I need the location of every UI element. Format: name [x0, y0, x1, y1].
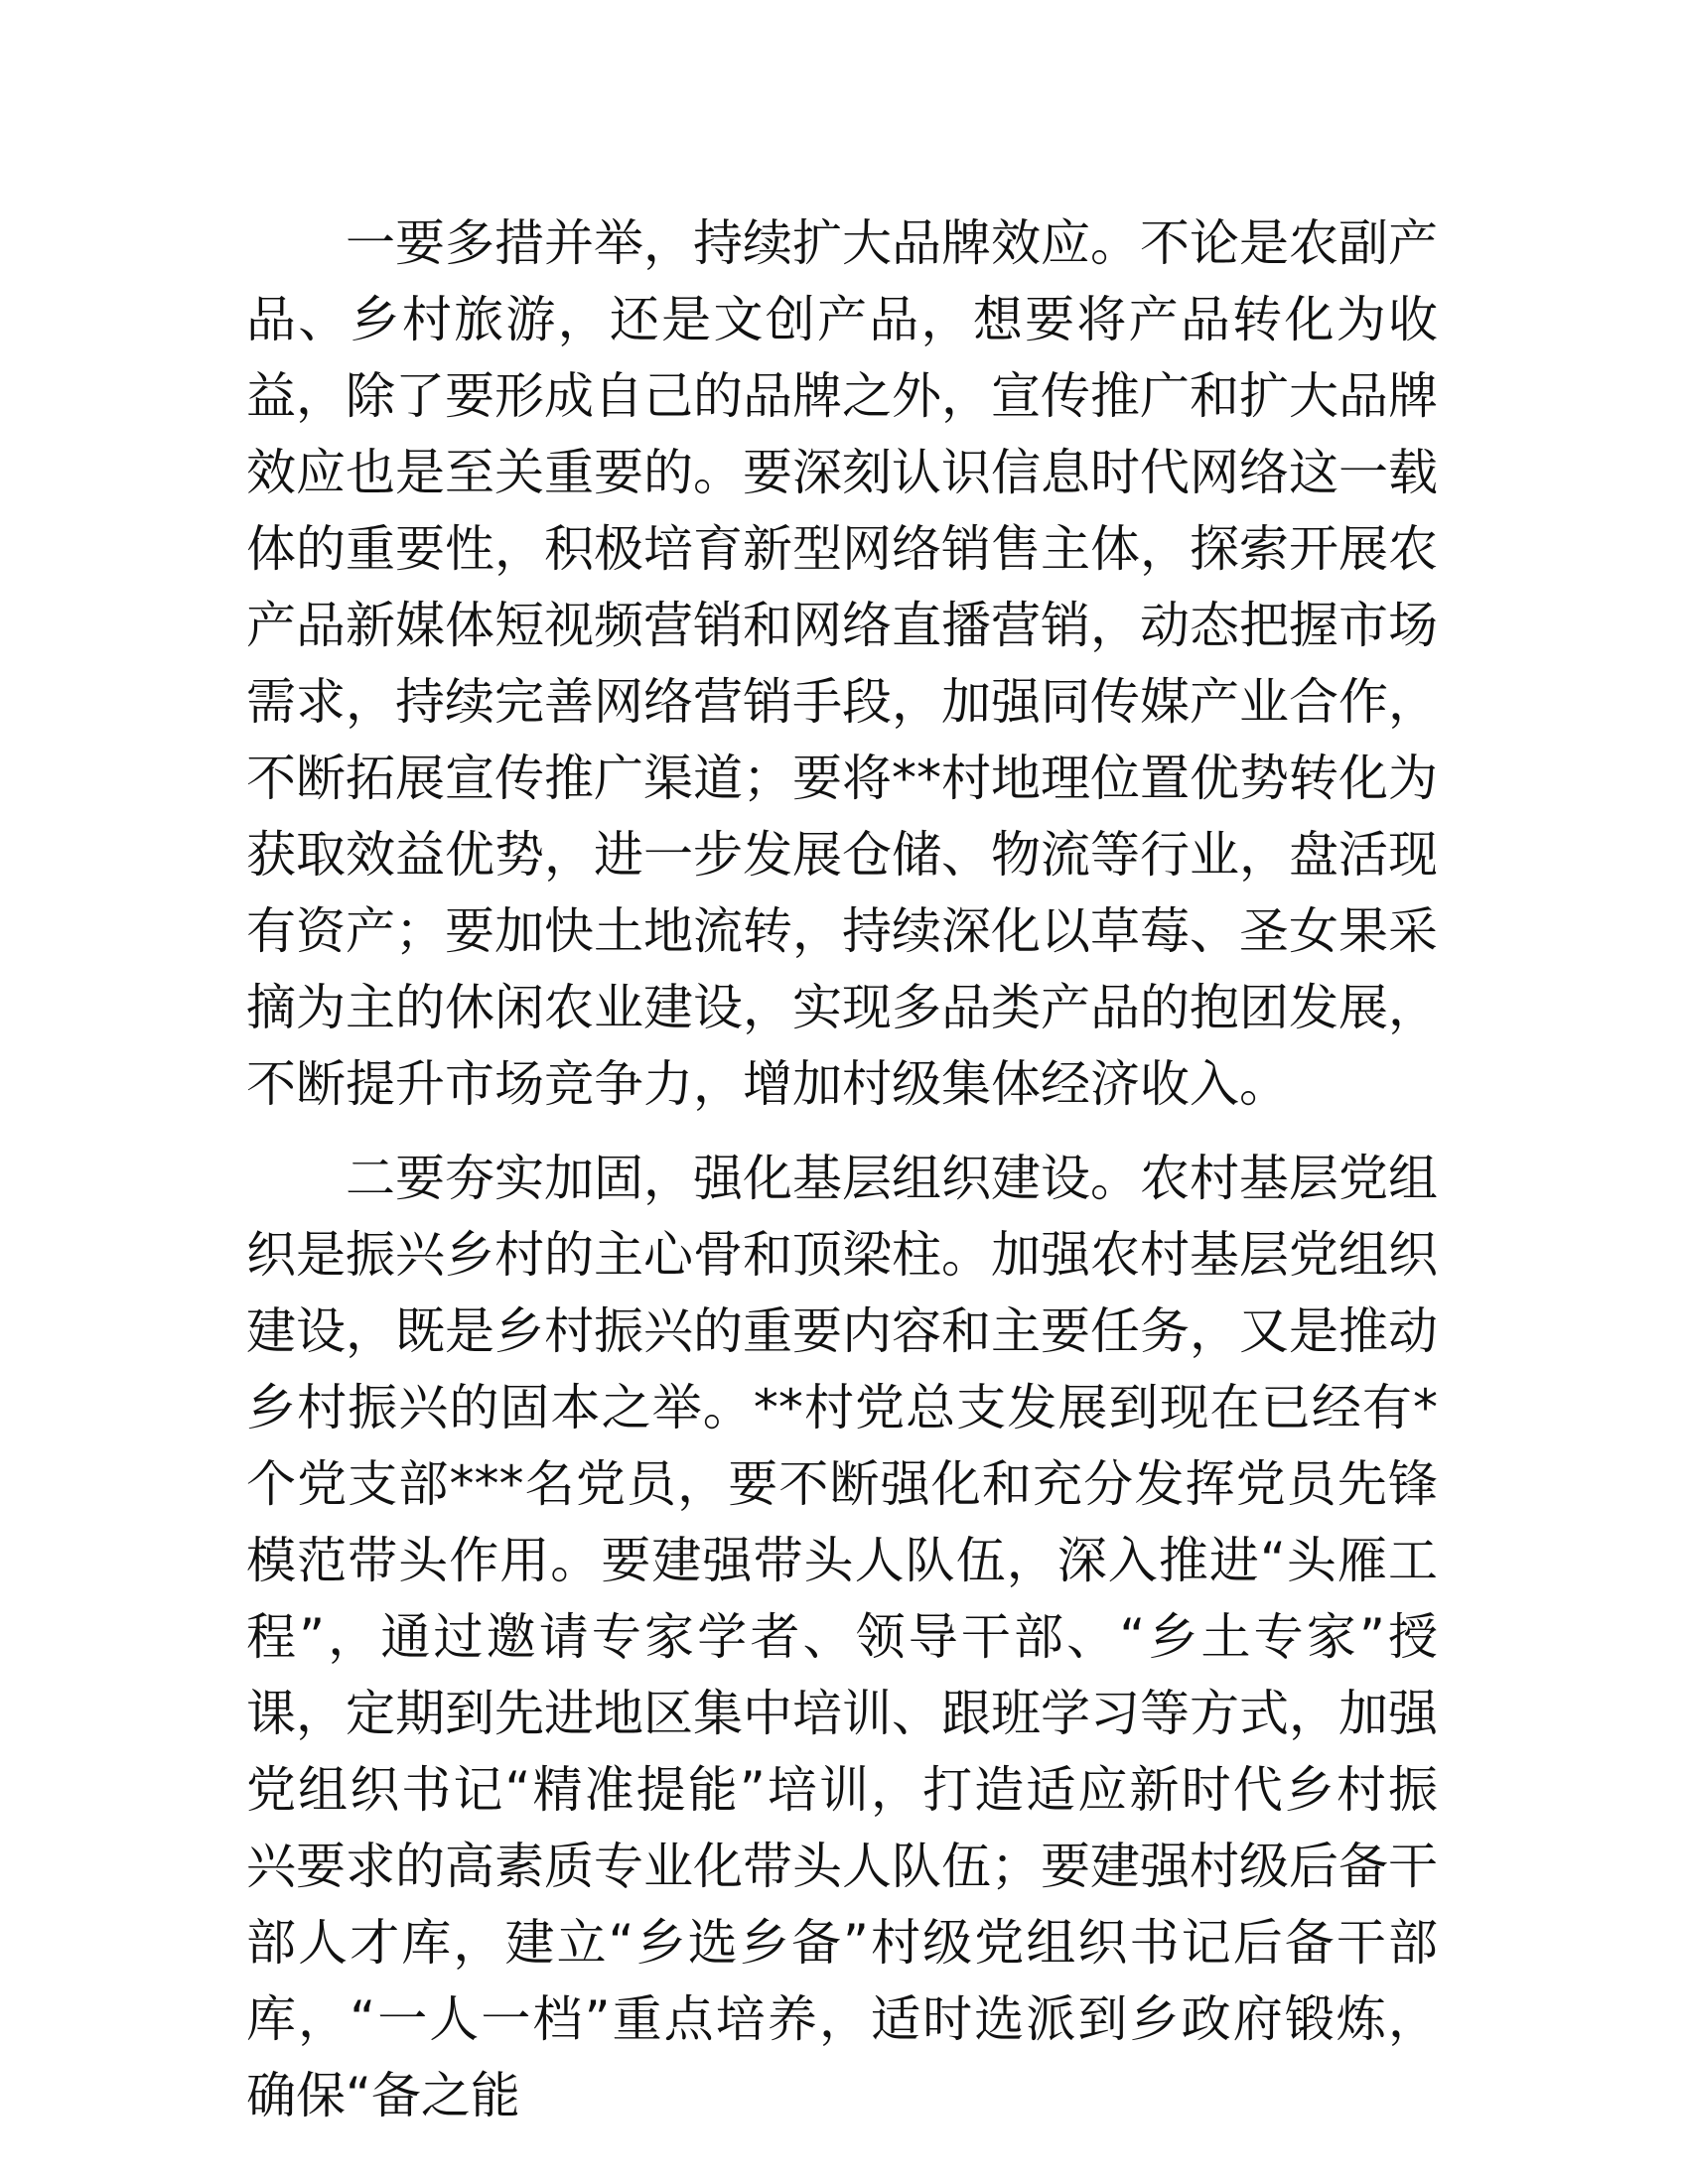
paragraph-grassroots-organization: 二要夯实加固，强化基层组织建设。农村基层党组织是振兴乡村的主心骨和顶梁柱。加强农村基层党组织建设，既是乡村振兴的重要内容和主要任务，又是推动乡村振兴的固本之举。**村党总支发展到现在已经有*个党支部***名党员，要不断强化和充分发挥党员先锋模范带头作用。要建强带头人队伍，深入推进“头雁工程”，通过邀请专家学者、领导干部、“乡土专家”授课，定期到先进地区集中培训、跟班学习等方式，加强党组织书记“精准提能”培训，打造适应新时代乡村振兴要求的高素质专业化带头人队伍；要建强村级后备干部人才库，建立“乡选乡备”村级党组织书记后备干部库，“一人一档”重点培养，适时选派到乡政府锻炼，确保“备之能	[246, 1150, 1438, 2124]
document-body	[246, 205, 1438, 2134]
paragraph-brand-effect: 一要多措并举，持续扩大品牌效应。不论是农副产品、乡村旅游，还是文创产品，想要将产品转化为收益，除了要形成自己的品牌之外，宣传推广和扩大品牌效应也是至关重要的。要深刻认识信息时代网络这一载体的重要性，积极培育新型网络销售主体，探索开展农产品新媒体短视频营销和网络直播营销，动态把握市场需求，持续完善网络营销手段，加强同传媒产业合作，不断拓展宣传推广渠道；要将**村地理位置优势转化为获取效益优势，进一步发展仓储、物流等行业，盘活现有资产；要加快土地流转，持续深化以草莓、圣女果采摘为主的休闲农业建设，实现多品类产品的抱团发展，不断提升市场竞争力，增加村级集体经济收入。	[246, 214, 1438, 1113]
